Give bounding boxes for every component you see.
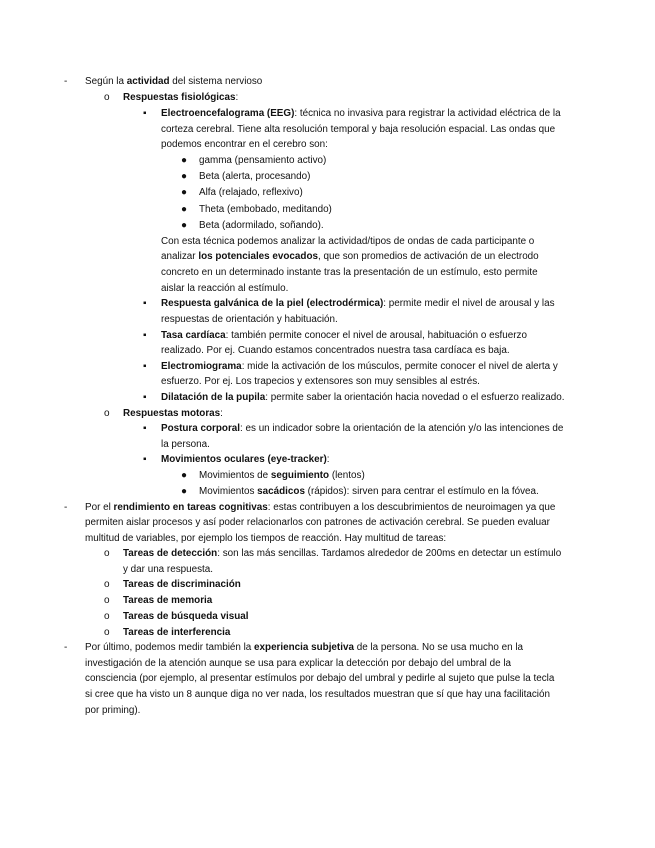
wave-item: gamma (pensamiento activo) <box>199 155 327 166</box>
wave-item: Beta (adormilado, soñando). <box>199 220 324 231</box>
text: Movimientos de <box>199 470 271 481</box>
square-bullet: ▪ <box>143 330 147 341</box>
section-actividad <box>85 74 605 90</box>
dot-bullet: ● <box>181 171 188 182</box>
galvanica-line-1 <box>161 296 601 312</box>
postura-line-1 <box>161 421 601 437</box>
circle-bullet: o <box>104 627 110 638</box>
tareas-deteccion-line-1 <box>123 546 603 562</box>
galvanica-line-2: respuestas de orientación y habituación. <box>161 314 338 325</box>
circle-bullet: o <box>104 548 110 559</box>
bold-text: los potenciales evocados <box>198 251 318 262</box>
eeg-para-1: Con esta técnica podemos analizar la actividad/tipos de ondas de cada participante o <box>161 236 535 247</box>
eeg-line-2: corteza cerebral. Tiene alta resolución temporal y baja resolución espacial. Las ondas que <box>161 124 556 135</box>
dot-bullet: ● <box>181 155 188 166</box>
circle-bullet: o <box>104 595 110 606</box>
movimiento-sacadico <box>199 484 599 500</box>
bold-text: Respuesta galvánica de la piel (electrodérmica) <box>161 298 384 309</box>
bold-text: Electroencefalograma (EEG) <box>161 108 295 119</box>
dot-bullet: ● <box>181 470 188 481</box>
dash-bullet: - <box>64 502 68 513</box>
eeg-para-3: concreto en un determinado instante tras la presentación de un estímulo, esto permite <box>161 267 538 278</box>
text: del sistema nervioso <box>169 76 263 87</box>
tarea-item <box>123 609 603 625</box>
wave-item: Beta (alerta, procesando) <box>199 171 311 182</box>
text: : es un indicador sobre la orientación de la atención y/o las intenciones de <box>240 423 564 434</box>
tasa-line-1 <box>161 328 601 344</box>
text: Movimientos <box>199 486 258 497</box>
square-bullet: ▪ <box>143 108 147 119</box>
tareas-deteccion-line-2: y dar una respuesta. <box>123 564 214 575</box>
circle-bullet: o <box>104 579 110 590</box>
text: Por último, podemos medir también la <box>85 642 255 653</box>
tasa-line-2: realizado. Por ej. Cuando estamos concentrados nuestra tasa cardíaca es baja. <box>161 345 510 356</box>
tarea-item <box>123 625 603 641</box>
bold-text: Postura corporal <box>161 423 241 434</box>
bold-text: Respuestas motoras <box>123 408 221 419</box>
text: (lentos) <box>329 470 365 481</box>
experiencia-line-1 <box>85 640 605 656</box>
dash-bullet: - <box>64 76 68 87</box>
rendimiento-line-1 <box>85 500 605 516</box>
text: : permite saber la orientación hacia novedad o el esfuerzo realizado. <box>265 392 565 403</box>
bold-text: Tareas de memoria <box>123 595 213 606</box>
square-bullet: ▪ <box>143 392 147 403</box>
emg-line-2: esfuerzo. Por ej. Los trapecios y extensores son muy sensibles al estrés. <box>161 376 480 387</box>
bold-text: Movimientos oculares (eye-tracker) <box>161 454 327 465</box>
circle-bullet: o <box>104 92 110 103</box>
subsection-fisiologicas <box>123 90 603 106</box>
text: : son las más sencillas. Tardamos alrededor de 200ms en detectar un estímulo <box>217 548 562 559</box>
dash-bullet: - <box>64 642 68 653</box>
bold-text: Tareas de detección <box>123 548 218 559</box>
wave-item: Theta (embobado, meditando) <box>199 204 332 215</box>
text: : también permite conocer el nivel de arousal, habituación o esfuerzo <box>225 330 527 341</box>
bold-text: actividad <box>126 76 170 87</box>
dot-bullet: ● <box>181 220 188 231</box>
wave-item: Alfa (relajado, reflexivo) <box>199 187 303 198</box>
text: analizar <box>161 251 199 262</box>
bold-text: Respuestas fisiológicas <box>123 92 236 103</box>
eeg-line-3: podemos encontrar en el cerebro son: <box>161 139 328 150</box>
bold-text: Tareas de discriminación <box>123 579 241 590</box>
text: , que son promedios de activación de un electrodo <box>317 251 539 262</box>
movimiento-seguimiento <box>199 468 599 484</box>
bold-text: rendimiento en tareas cognitivas <box>113 502 268 513</box>
dot-bullet: ● <box>181 187 188 198</box>
text: de la persona. No se usa mucho en la <box>353 642 524 653</box>
rendimiento-line-3: multitud de variables, por ejemplo los tiempos de reacción. Hay multitud de tareas: <box>85 533 447 544</box>
text: : estas contribuyen a los descubrimientos de neuroimagen ya que <box>267 502 556 513</box>
bold-text: sacádicos <box>257 486 305 497</box>
circle-bullet: o <box>104 408 110 419</box>
text: Según la <box>85 76 127 87</box>
dot-bullet: ● <box>181 204 188 215</box>
square-bullet: ▪ <box>143 454 147 465</box>
experiencia-line-4: si cree que ha visto un 8 aunque diga no ver nada, los resultados muestran que sí que hay una facilitación <box>85 689 550 700</box>
emg-line-1 <box>161 359 601 375</box>
pupila-line <box>161 390 601 406</box>
square-bullet: ▪ <box>143 298 147 309</box>
rendimiento-line-2: permiten aislar procesos y así poder relacionarlos con patrones de activación cerebral. Se pueden evaluar <box>85 517 550 528</box>
text: : <box>235 92 239 103</box>
postura-line-2: la persona. <box>161 439 210 450</box>
text: : técnica no invasiva para registrar la actividad eléctrica de la <box>294 108 561 119</box>
dot-bullet: ● <box>181 486 188 497</box>
experiencia-line-2: investigación de la atención aunque se usa para explicar la detección por debajo del umbral de la <box>85 658 512 669</box>
text: : mide la activación de los músculos, permite conocer el nivel de alerta y <box>241 361 558 372</box>
bold-text: Tasa cardíaca <box>161 330 226 341</box>
bold-text: Tareas de interferencia <box>123 627 231 638</box>
eeg-line-1 <box>161 106 601 122</box>
eeg-para-4: aislar la reacción al estímulo. <box>161 283 289 294</box>
square-bullet: ▪ <box>143 361 147 372</box>
circle-bullet: o <box>104 611 110 622</box>
experiencia-line-3: consciencia (por ejemplo, al presentar estímulos por debajo del umbral y pedirle al sujeto que pulse la tecla <box>85 673 555 684</box>
bold-text: Dilatación de la pupila <box>161 392 266 403</box>
bold-text: Tareas de búsqueda visual <box>123 611 249 622</box>
oculares-line <box>161 452 601 468</box>
bold-text: Electromiograma <box>161 361 242 372</box>
text: : <box>220 408 223 419</box>
square-bullet: ▪ <box>143 423 147 434</box>
text: : <box>326 454 330 465</box>
eeg-para-2 <box>161 249 601 265</box>
bold-text: experiencia subjetiva <box>254 642 354 653</box>
text: Por el <box>85 502 114 513</box>
bold-text: seguimiento <box>270 470 330 481</box>
subsection-motoras <box>123 406 603 422</box>
text: (rápidos): sirven para centrar el estímulo en la fóvea. <box>304 486 539 497</box>
experiencia-line-5: por priming). <box>85 705 141 716</box>
text: : permite medir el nivel de arousal y las <box>383 298 555 309</box>
tarea-item <box>123 593 603 609</box>
tarea-item <box>123 577 603 593</box>
